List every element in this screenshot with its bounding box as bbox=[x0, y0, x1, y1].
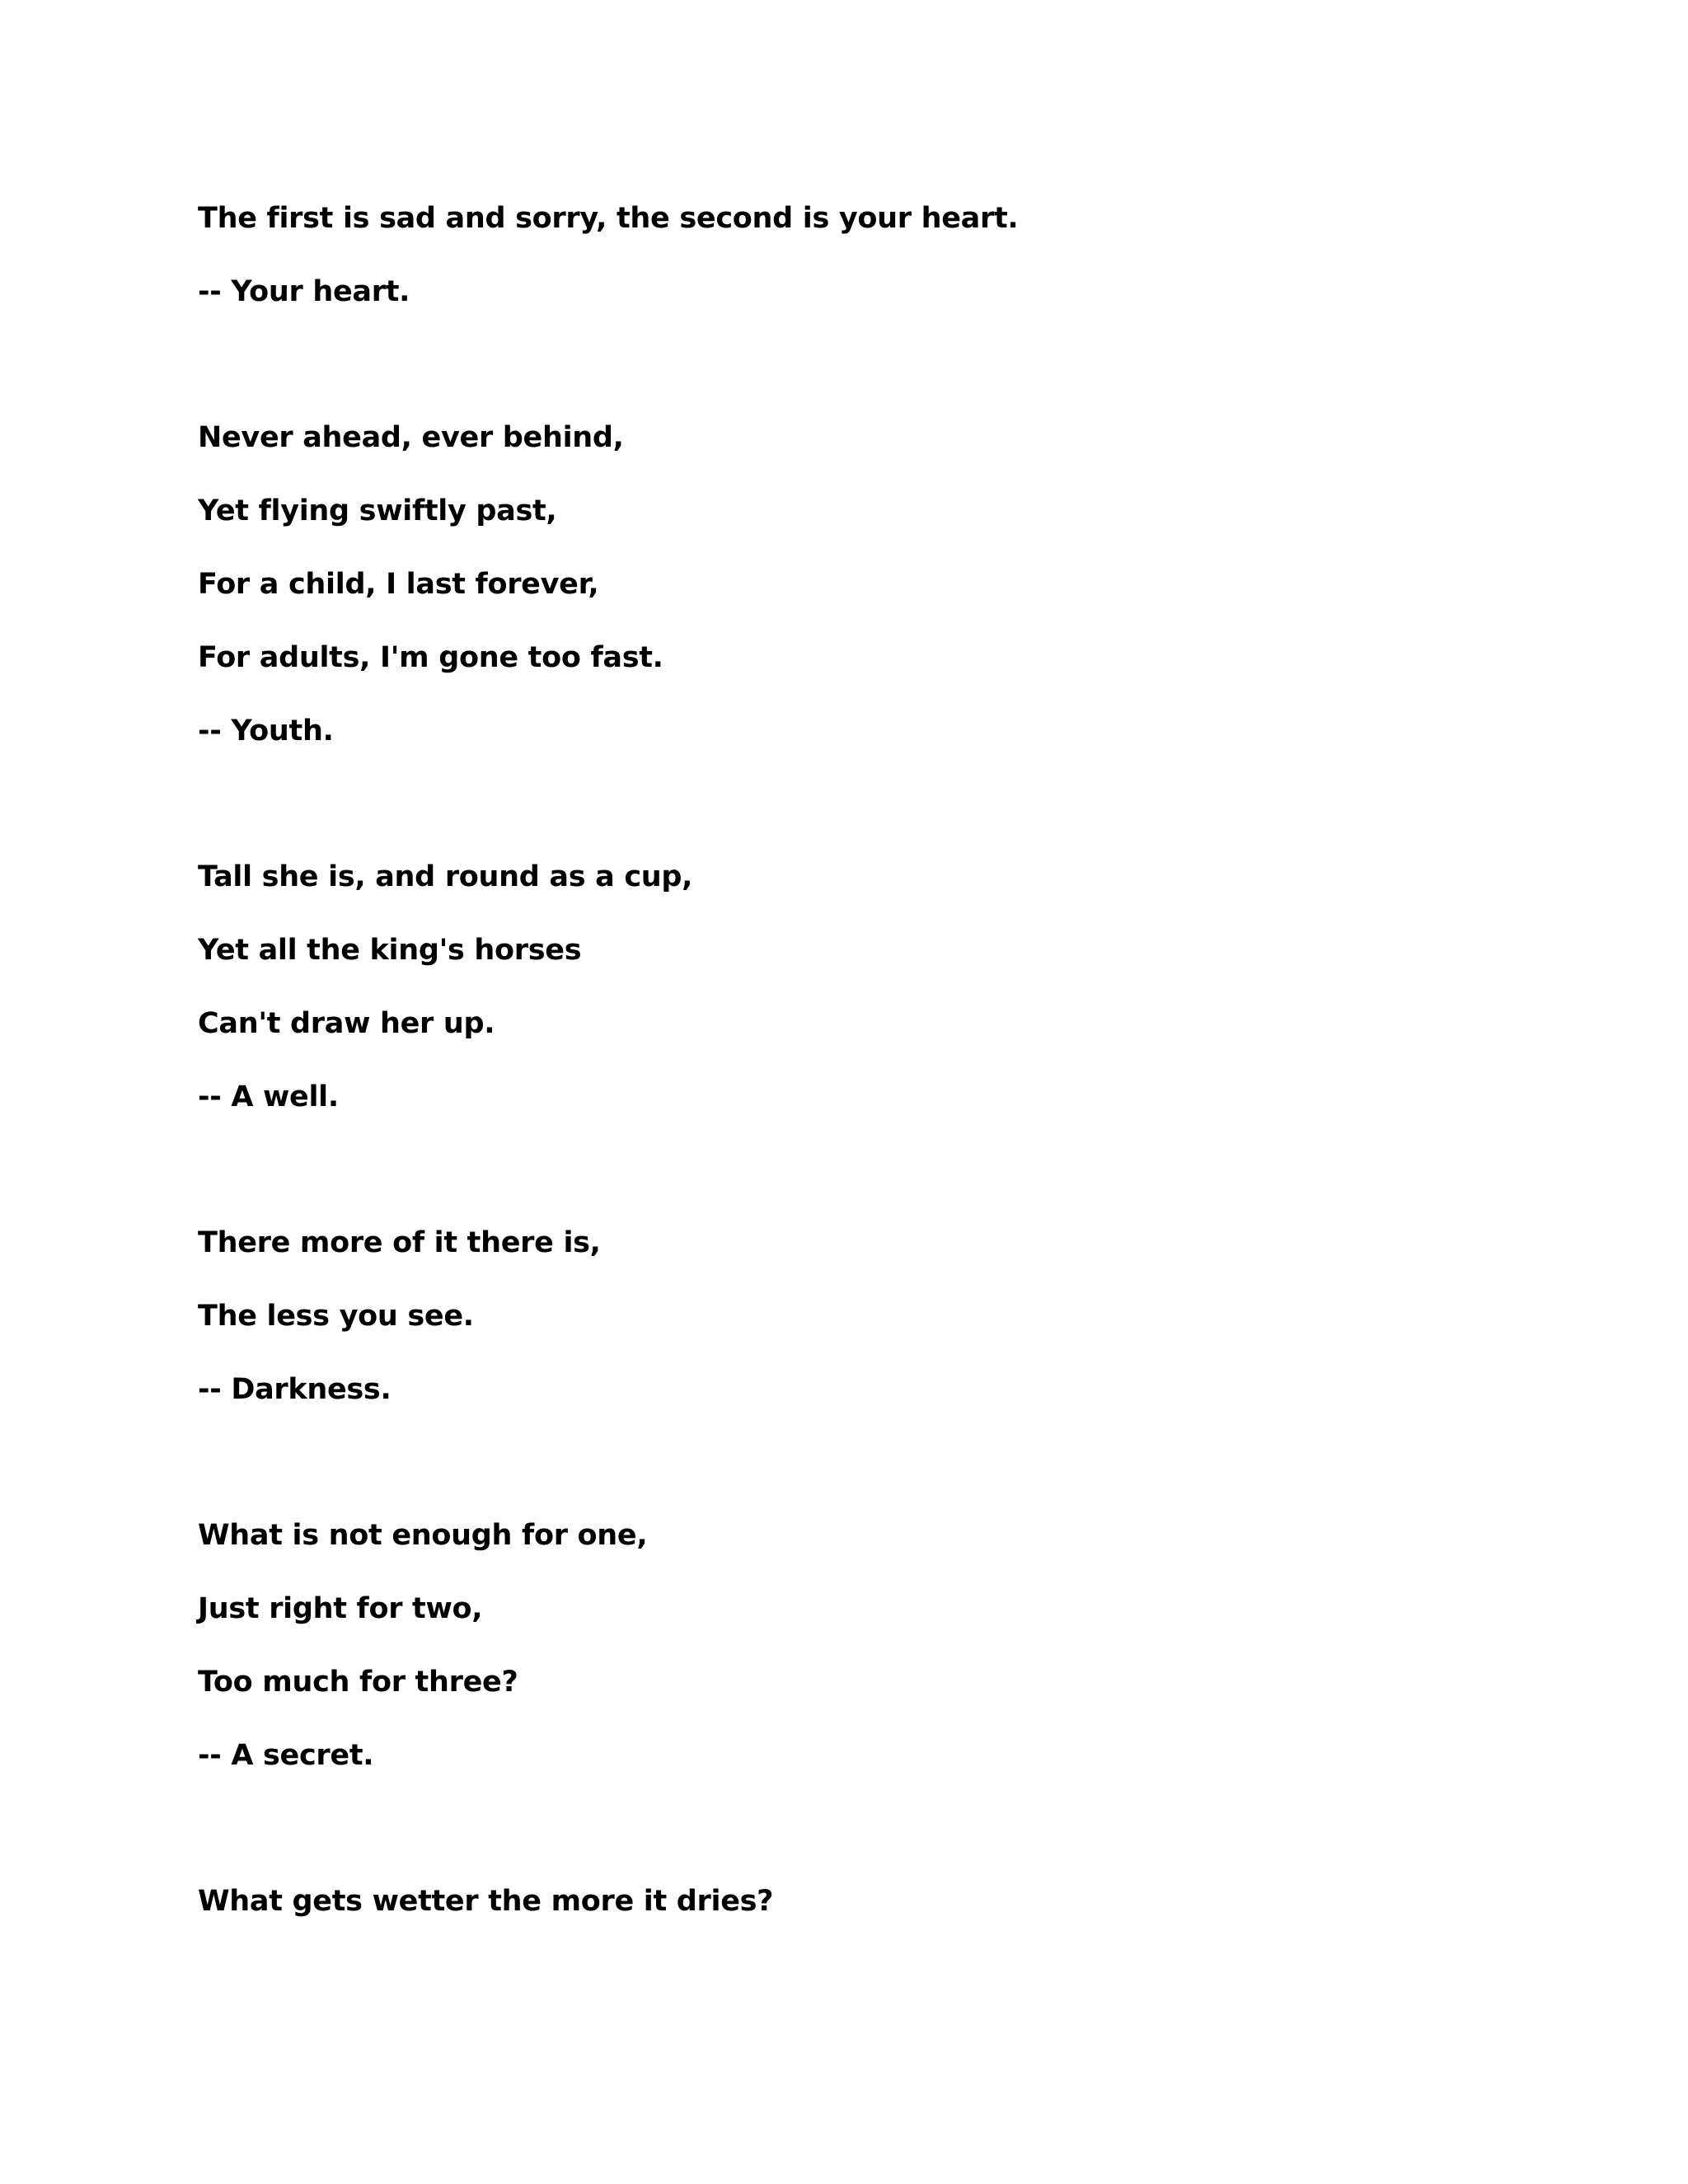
riddle-answer: -- Your heart. bbox=[198, 275, 410, 308]
riddle-line: Can't draw her up. bbox=[198, 1007, 495, 1040]
riddle-line: What is not enough for one, bbox=[198, 1519, 648, 1552]
riddle-6 bbox=[198, 1877, 1492, 1950]
riddle-spacer bbox=[198, 1804, 1492, 1877]
riddle-spacer bbox=[198, 780, 1492, 852]
riddle-2 bbox=[198, 413, 1492, 780]
riddle-line: Just right for two, bbox=[198, 1592, 483, 1625]
riddle-line: The less you see. bbox=[198, 1300, 474, 1333]
riddle-answer: -- Darkness. bbox=[198, 1373, 392, 1406]
riddle-line: For adults, I'm gone too fast. bbox=[198, 641, 663, 674]
riddle-line: Never ahead, ever behind, bbox=[198, 421, 624, 454]
riddle-line: The first is sad and sorry, the second is your heart. bbox=[198, 202, 1019, 235]
riddle-line: Yet flying swiftly past, bbox=[198, 494, 557, 527]
riddle-1 bbox=[198, 194, 1492, 340]
riddle-answer: -- A secret. bbox=[198, 1739, 374, 1772]
riddle-answer: -- Youth. bbox=[198, 715, 334, 748]
riddle-line: Tall she is, and round as a cup, bbox=[198, 860, 693, 893]
riddle-line: Yet all the king's horses bbox=[198, 934, 582, 967]
riddle-line: There more of it there is, bbox=[198, 1226, 601, 1259]
riddle-5 bbox=[198, 1511, 1492, 1804]
riddle-line: For a child, I last forever, bbox=[198, 568, 599, 601]
riddle-spacer bbox=[198, 340, 1492, 413]
riddle-spacer bbox=[198, 1146, 1492, 1218]
riddle-answer: -- A well. bbox=[198, 1080, 339, 1113]
riddle-list bbox=[198, 194, 1492, 1950]
riddle-line: Too much for three? bbox=[198, 1666, 518, 1699]
riddle-line: What gets wetter the more it dries? bbox=[198, 1885, 774, 1918]
riddle-4 bbox=[198, 1218, 1492, 1438]
riddle-3 bbox=[198, 852, 1492, 1146]
riddle-spacer bbox=[198, 1438, 1492, 1511]
